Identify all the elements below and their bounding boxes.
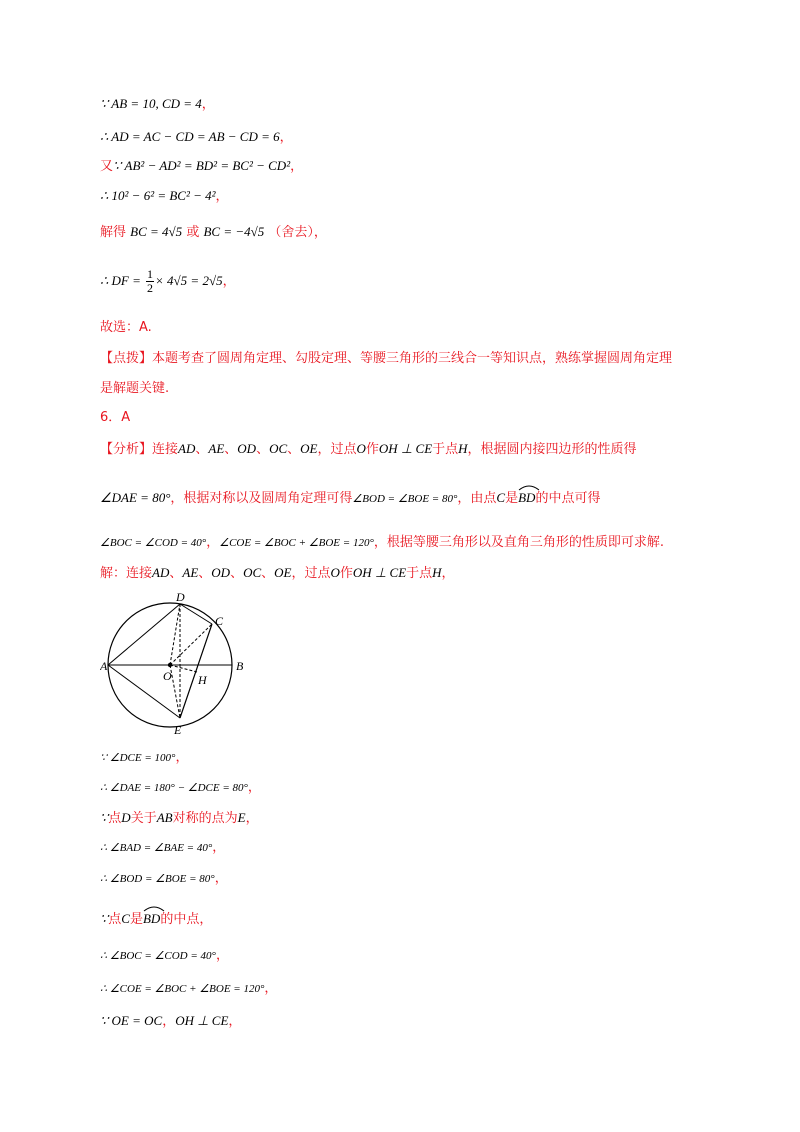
circle-figure <box>100 590 250 740</box>
text: 是 <box>129 912 143 927</box>
math-var: O <box>356 441 366 456</box>
math-var: C <box>121 911 130 926</box>
text: ，过点 <box>291 566 331 581</box>
text: 作 <box>365 442 379 457</box>
math-expr: ∵ AB² − AD² = BD² = BC² − CD² <box>113 158 291 173</box>
text: ， <box>441 566 455 581</box>
fraction <box>146 268 154 295</box>
math-var: OC <box>243 565 262 580</box>
punct: ， <box>245 811 259 826</box>
text: ，根据等腰三角形以及直角三角形的性质即可求解. <box>373 535 664 550</box>
tip-line-1 <box>100 349 672 369</box>
label-h: H <box>198 673 207 687</box>
math-expr: ∴ ∠DAE = 180° − ∠DCE = 80° <box>100 782 248 794</box>
math-expr: ∠BOD = ∠BOE = 80° <box>352 493 458 505</box>
punct: ， <box>201 97 215 112</box>
eq-line-2 <box>100 127 293 148</box>
text: 对称的点为 <box>172 811 238 826</box>
sep: ， <box>206 535 220 550</box>
text: 解：连接 <box>100 566 153 581</box>
sep: 、 <box>256 442 270 457</box>
label-b: B <box>236 659 244 673</box>
math-expr: ∴ 10² − 6² = BC² − 4² <box>100 188 216 203</box>
analysis-line-1 <box>100 439 637 460</box>
solution-line-1 <box>100 748 188 768</box>
solution-line-9 <box>100 1011 241 1032</box>
sep: 、 <box>230 566 244 581</box>
label-e: E <box>174 723 182 737</box>
label-a: A <box>100 659 108 673</box>
solution-line-3 <box>100 808 259 829</box>
sep: 、 <box>198 566 212 581</box>
text-solve: 解得 <box>100 225 127 240</box>
math-var: AE <box>182 565 199 580</box>
text: ，根据对称以及圆周角定理可得 <box>170 491 353 506</box>
math-expr: ∴ ∠BOD = ∠BOE = 80° <box>100 873 215 885</box>
math-expr: ∵ OE = OC <box>100 1013 163 1028</box>
text: 点 <box>108 811 122 826</box>
arc-bd <box>143 909 160 929</box>
arc-label: BD <box>518 490 536 505</box>
text-you: 又 <box>100 159 114 174</box>
math-expr: ∵ AB = 10, CD = 4 <box>100 96 202 111</box>
arc-label: BD <box>142 911 161 926</box>
math-expr: ∠DAE = 80° <box>100 490 171 505</box>
math-var: OH ⊥ CE <box>378 441 433 456</box>
segment-oh <box>170 665 197 672</box>
text: 【分析】连接 <box>100 442 179 457</box>
arc-mark-icon <box>143 904 165 912</box>
math-expr: × 4√5 = 2√5 <box>155 273 223 288</box>
math-var: OC <box>269 441 288 456</box>
punct: ， <box>279 130 293 145</box>
text: ，过点 <box>317 442 357 457</box>
math-var: OH ⊥ CE <box>352 565 407 580</box>
math-var: O <box>330 565 340 580</box>
label-o: O <box>163 669 172 683</box>
segment-ce <box>180 624 212 718</box>
tip-line-2 <box>100 379 169 399</box>
math-var: OE <box>274 565 292 580</box>
text: 的中点， <box>160 912 213 927</box>
math-var: D <box>121 810 131 825</box>
solution-line-5 <box>100 869 228 889</box>
math-var: H <box>458 441 468 456</box>
center-dot <box>168 663 172 667</box>
punct: ， <box>228 1014 242 1029</box>
punct: ， <box>214 871 228 886</box>
math-var: AD <box>152 565 170 580</box>
question-number <box>100 408 130 428</box>
punct: ， <box>215 948 229 963</box>
punct: ， <box>175 750 189 765</box>
math-var: OD <box>237 441 257 456</box>
arc-mark-icon <box>518 483 540 491</box>
punct: ， <box>247 780 261 795</box>
arc-bd <box>518 488 535 508</box>
math-var: AB <box>156 810 173 825</box>
eq-line-5 <box>100 222 327 243</box>
text: 于点 <box>406 566 433 581</box>
math-var: C <box>496 490 506 505</box>
math-expr: ∴ ∠BOC = ∠COD = 40° <box>100 950 216 962</box>
math-expr: OH ⊥ CE <box>175 1013 229 1028</box>
math-var: AD <box>178 441 196 456</box>
question-label: 6．A <box>100 410 131 425</box>
eq-line-1 <box>100 94 215 115</box>
math-symbol: ∵ <box>100 810 109 825</box>
math-expr: ∠BOC = ∠COD = 40° <box>100 537 207 549</box>
punct: ， <box>215 189 229 204</box>
tip-text: 【点拨】本题考查了圆周角定理、勾股定理、等腰三角形的三线合一等知识点，熟练掌握圆周角定理 <box>100 351 673 366</box>
label-c: C <box>215 614 224 628</box>
fraction-denominator: 2 <box>147 281 154 295</box>
answer-line <box>100 318 152 338</box>
text: ，由点 <box>457 491 497 506</box>
segment-ad <box>108 604 180 665</box>
math-var: E <box>237 810 246 825</box>
text: 是 <box>505 491 519 506</box>
solution-line-8 <box>100 979 277 999</box>
math-var: OE <box>300 441 318 456</box>
eq-line-6 <box>100 268 236 295</box>
punct: ， <box>264 981 278 996</box>
analysis-line-3 <box>100 533 664 553</box>
solution-line-2 <box>100 778 261 798</box>
analysis-line-2 <box>100 488 600 509</box>
sep: 、 <box>195 442 209 457</box>
math-var: H <box>432 565 442 580</box>
text: ，根据圆内接四边形的性质得 <box>467 442 637 457</box>
math-expr: ∴ AD = AC − CD = AB − CD = 6 <box>100 129 280 144</box>
math-expr: ∴ ∠BAD = ∠BAE = 40° <box>100 842 213 854</box>
tip-text: 是解题关键. <box>100 381 170 396</box>
sep: 、 <box>169 566 183 581</box>
solution-line-7 <box>100 946 229 966</box>
sep: 、 <box>224 442 238 457</box>
fraction-numerator: 1 <box>147 267 154 281</box>
text-discard: （舍去）， <box>268 225 327 240</box>
label-d: D <box>176 590 185 604</box>
segment-od <box>170 604 180 665</box>
text: 于点 <box>432 442 459 457</box>
text: 点 <box>108 912 122 927</box>
sep: ， <box>162 1014 176 1029</box>
math-expr: BC = 4√5 <box>130 224 183 239</box>
eq-line-4 <box>100 186 229 207</box>
text: 作 <box>339 566 353 581</box>
punct: ， <box>212 840 226 855</box>
math-expr: BC = −4√5 <box>203 224 265 239</box>
segment-oc <box>170 624 212 665</box>
text: 的中点可得 <box>535 491 601 506</box>
segment-dc <box>180 604 212 624</box>
text-or: 或 <box>186 225 200 240</box>
text: 关于 <box>130 811 157 826</box>
math-expr: ∴ ∠COE = ∠BOC + ∠BOE = 120° <box>100 983 265 995</box>
math-expr: ∴ DF = <box>100 273 141 288</box>
punct: ， <box>290 159 304 174</box>
math-var: OD <box>211 565 231 580</box>
math-symbol: ∵ <box>100 911 109 926</box>
sep: 、 <box>261 566 275 581</box>
solution-line-6 <box>100 909 212 930</box>
sep: 、 <box>287 442 301 457</box>
solution-line-4 <box>100 838 225 858</box>
punct: ， <box>222 274 236 289</box>
answer-text: 故选：A. <box>100 320 152 335</box>
eq-line-3 <box>100 156 303 177</box>
math-expr: ∵ ∠DCE = 100° <box>100 752 176 764</box>
math-expr: ∠COE = ∠BOC + ∠BOE = 120° <box>219 537 374 549</box>
solution-intro <box>100 563 455 584</box>
math-var: AE <box>208 441 225 456</box>
